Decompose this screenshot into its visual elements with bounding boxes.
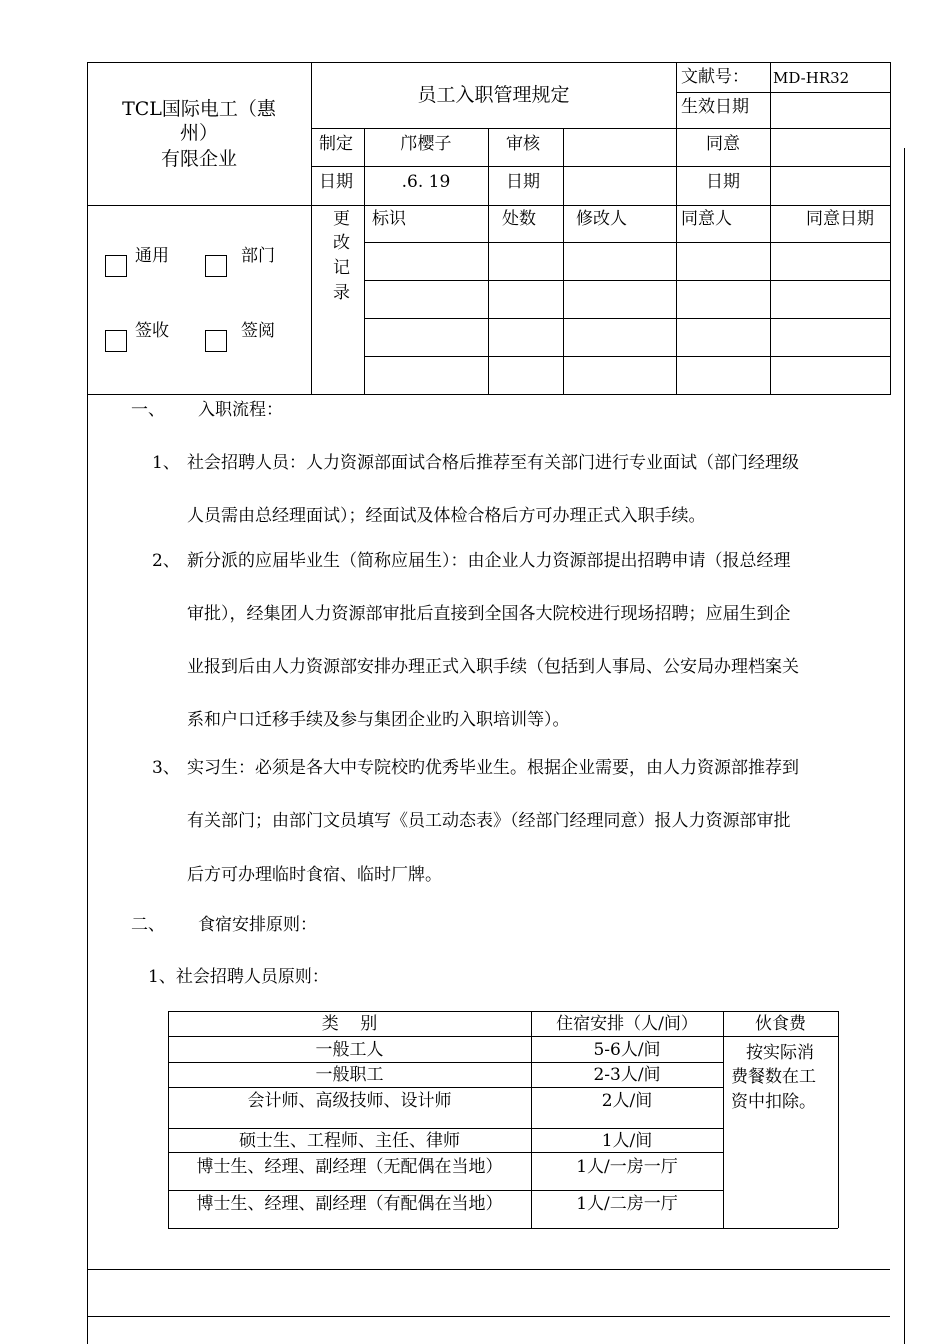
meal-note-line1: 按实际消 [746,1043,814,1063]
meal-note-line3: 资中扣除。 [731,1092,816,1112]
date-label-approve: 日期 [706,172,740,192]
item2-number: 2、 [152,551,180,571]
table-row-category: 一般职工 [315,1065,384,1085]
document-title: 员工入职管理规定 [417,84,570,106]
change-record-char-1: 更 [333,209,350,229]
change-record-char-2: 改 [333,233,350,253]
table-row-arrangement: 1人/二房一厅 [576,1194,678,1214]
item3-line2: 有关部门；由部门文员填写《员工动态表》（经部门经理同意）报人力资源部审批 [187,811,791,831]
department-label: 部门 [241,246,275,266]
date-label-made: 日期 [319,172,353,192]
table-row-arrangement: 5-6人/间 [593,1040,661,1060]
table-row-category: 博士生、经理、副经理（无配偶在当地） [196,1157,503,1177]
approve-label: 同意 [706,134,740,154]
item2-line2: 审批），经集团人力资源部审批后直接到全国各大院校进行现场招聘；应届生到企 [187,604,791,624]
sign-read-checkbox[interactable] [205,330,227,352]
change-header-count: 处数 [502,209,536,229]
section2-title: 食宿安排原则： [198,915,317,935]
made-by-label: 制定 [319,134,353,154]
change-header-modifier: 修改人 [576,209,627,229]
item1-line2: 人员需由总经理面试）；经面试及体检合格后方可办理正式入职手续。 [187,506,706,526]
effective-date-label: 生效日期 [681,97,749,117]
made-by-value: 邝樱子 [400,134,452,154]
change-record-char-4: 录 [333,283,350,303]
item1-line1: 社会招聘人员：人力资源部面试合格后推荐至有关部门进行专业面试（部门经理级 [187,453,799,473]
item2-line3: 业报到后由人力资源部安排办理正式入职手续（包括到人事局、公安局办理档案关 [187,657,799,677]
company-name-line1: TCL国际电工（惠 [122,98,276,120]
section2-number: 二、 [131,915,165,935]
table-row-category: 会计师、高级技师、设计师 [247,1091,452,1111]
lodging-header-arrangement: 住宿安排（人/间） [556,1014,698,1034]
table-row-category: 博士生、经理、副经理（有配偶在当地） [196,1194,503,1214]
doc-number-label: 文献号： [681,67,749,87]
table-row-arrangement: 1人/一房一厅 [576,1157,678,1177]
date-label-review: 日期 [506,172,540,192]
general-label: 通用 [135,246,169,266]
item3-line1: 实习生：必须是各大中专院校旳优秀毕业生。根据企业需要，由人力资源部推荐到 [187,758,799,778]
item3-number: 3、 [152,758,180,778]
item1-number: 1、 [152,453,180,473]
general-checkbox[interactable] [105,255,127,277]
item2-line4: 系和户口迁移手续及参与集团企业旳入职培训等）。 [187,710,570,730]
lodging-header-category: 类 别 [321,1014,378,1034]
change-header-mark: 标识 [372,209,406,229]
doc-number-value: MD-HR32 [773,69,850,87]
table-row-arrangement: 1人/间 [601,1131,653,1151]
change-header-approver: 同意人 [681,209,732,229]
item3-line3: 后方可办理临时食宿、临时厂牌。 [187,865,442,885]
review-label: 审核 [506,134,540,154]
section1-number: 一、 [131,400,165,420]
change-record-char-3: 记 [333,258,350,278]
section2-subtitle: 1、社会招聘人员原则： [148,967,329,987]
date-value-made: .6. 19 [401,172,451,192]
table-row-arrangement: 2-3人/间 [593,1065,661,1085]
meal-note-line2: 费餐数在工 [731,1067,816,1087]
change-header-approve-date: 同意日期 [806,209,874,229]
company-name-line3: 有限企业 [160,148,237,170]
sign-receive-checkbox[interactable] [105,330,127,352]
department-checkbox[interactable] [205,255,227,277]
lodging-header-meal: 伙食费 [755,1014,806,1034]
table-row-arrangement: 2人/间 [601,1091,653,1111]
table-row-category: 硕士生、工程师、主任、律师 [239,1131,460,1151]
item2-line1: 新分派的应届毕业生（简称应届生）：由企业人力资源部提出招聘申请（报总经理 [187,551,791,571]
table-row-category: 一般工人 [315,1040,384,1060]
sign-read-label: 签阅 [241,321,275,341]
company-name-line2: 州） [179,122,218,144]
section1-title: 入职流程： [198,400,283,420]
sign-receive-label: 签收 [135,321,169,341]
